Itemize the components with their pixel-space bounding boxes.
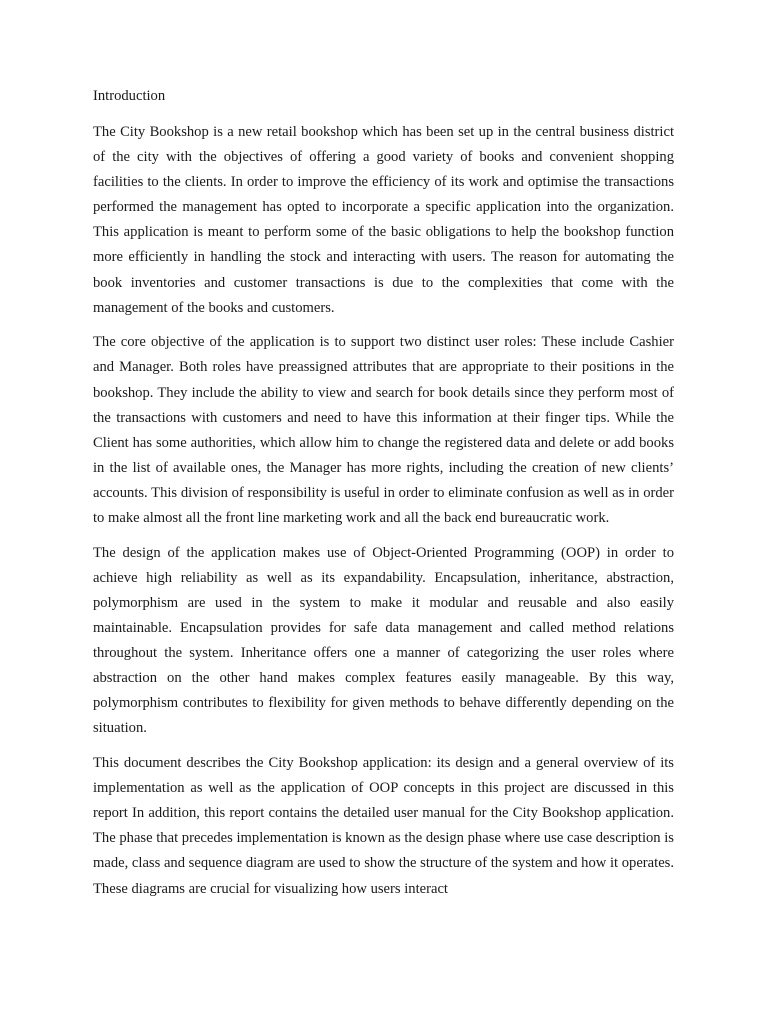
- document-page: [93, 86, 674, 911]
- paragraph-oop-design: The design of the application makes use of Object-Oriented Programming (OOP) in order to achieve high reliability as well as its expandability. Encapsulation, inheritance, abstraction, polymorphism are used in the system to make it modular and reusable and also easily maintainable. Encapsulation provides for safe data management and called method relations throughout the system. Inheritance offers one a manner of categorizing the user roles where abstraction on the other hand makes complex features easily manageable. By this way, polymorphism contributes to flexibility for given methods to behave differently depending on the situation.: [93, 544, 674, 737]
- paragraph-overview: The City Bookshop is a new retail bookshop which has been set up in the central business district of the city with the objectives of offering a good variety of books and convenient shopping facilities to the clients. In order to improve the efficiency of its work and optimise the transactions performed the management has opted to incorporate a specific application into the organization. This application is meant to perform some of the basic obligations to help the bookshop function more efficiently in handling the stock and interacting with users. The reason for automating the book inventories and customer transactions is due to the complexities that come with the management of the books and customers.: [93, 124, 674, 316]
- paragraph-user-roles: The core objective of the application is to support two distinct user roles: These include Cashier and Manager. Both roles have preassigned attributes that are appropriate to their positions in the bookshop. They include the ability to view and search for book details since they perform most of the transactions with customers and need to have this information at their finger tips. While the Client has some authorities, which allow him to change the registered data and delete or add books in the list of available ones, the Manager has more rights, including the creation of new clients’ accounts. This division of responsibility is useful in order to eliminate confusion as well as in order to make almost all the front line marketing work and all the back end bureaucratic work.: [93, 334, 674, 526]
- section-heading-introduction: Introduction: [93, 88, 166, 104]
- paragraph-document-scope: This document describes the City Bookshop application: its design and a general overview of its implementation as well as the application of OOP concepts in this project are discussed in this report In addition, this report contains the detailed user manual for the City Bookshop application. The phase that precedes implementation is known as the design phase where use case description is made, class and sequence diagram are used to show the structure of the system and how it operates. These diagrams are crucial for visualizing how users interact: [93, 755, 674, 897]
